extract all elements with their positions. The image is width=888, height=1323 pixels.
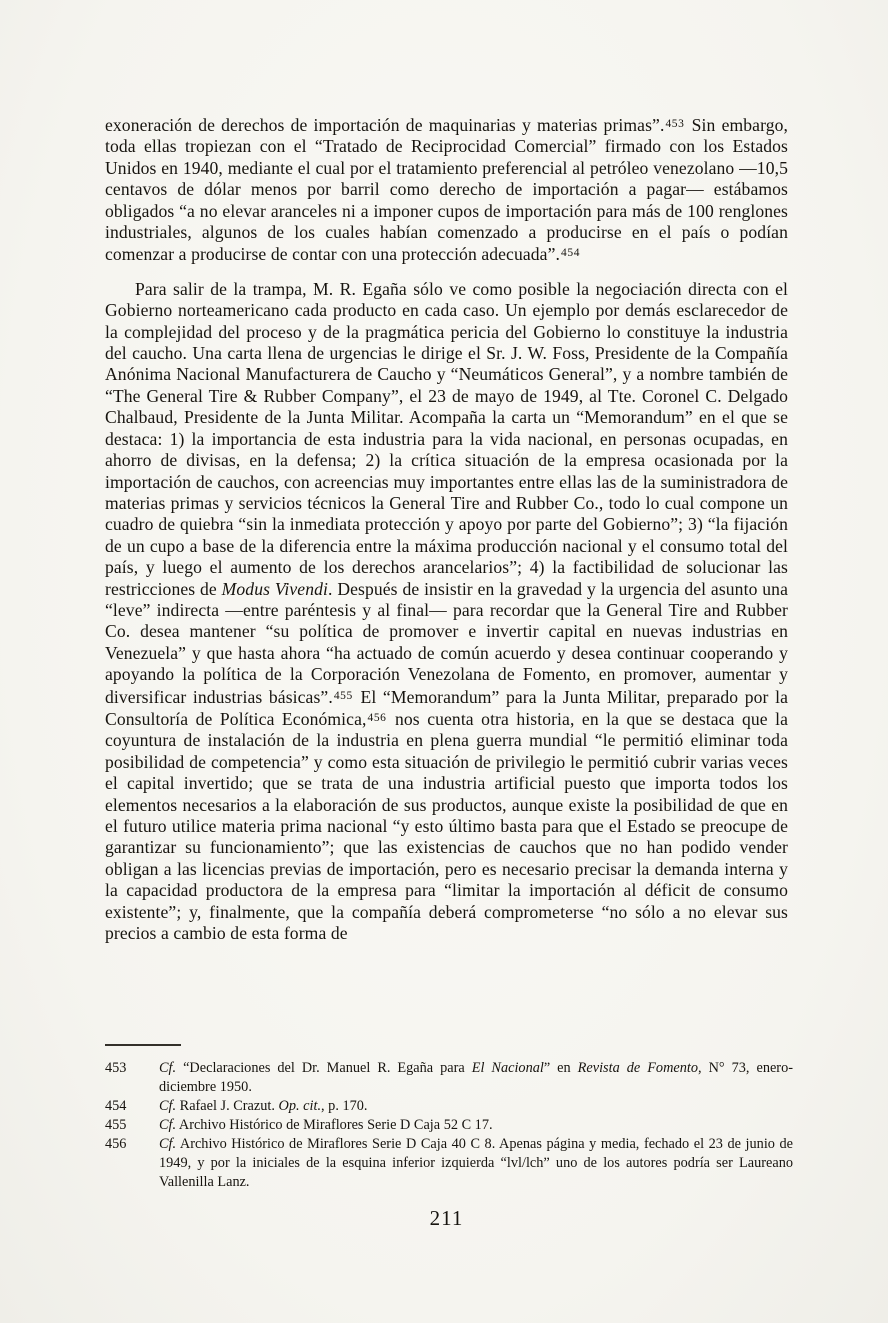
italic-text: Revista de Fomento <box>577 1060 699 1076</box>
page-number: 211 <box>429 1206 464 1230</box>
italic-text: Cf. <box>159 1117 177 1133</box>
text-segment: Rafael J. Crazut. <box>176 1098 279 1114</box>
footnote-number: 453 <box>105 1060 127 1076</box>
text-segment: , p. 170. <box>321 1098 368 1114</box>
text-segment: , N° 73, enero-diciembre 1950. <box>159 1060 793 1095</box>
text-segment: exoneración de derechos de importación de maquinarias y materias primas”. <box>105 115 665 135</box>
text-segment: Sin embargo, toda ellas tropiezan con el “Tratado de Reciprocidad Comercial” firmado con los Estados Unidos en 1940, mediante el cual por el tratamiento preferencial al petróleo venezolano —10,5 centavos de dólar menos por barril como derecho de importación a pagar— estábamos obligados “a no elevar aranceles ni a imponer cupos de importación para más de 100 renglones industriales, algunos de los cuales habían comenzado a producirse en el país o podían comenzar a producirse de contar con una protección adecuada”. <box>105 115 788 265</box>
footnote-ref: 455 <box>333 689 353 702</box>
text-segment: Para salir de la trampa, M. R. Egaña sólo ve como posible la negociación directa con el Gobierno norteamericano cada producto en cada caso. Un ejemplo por demás esclarecedor de la complejidad del proceso y de la pragmática pericia del Gobierno lo constituye la industria del caucho. Una carta llena de urgencias le dirige el Sr. J. W. Foss, Presidente de la Compañía Anónima Nacional Manufacturera de Caucho y “Neumáticos General”, y a nombre también de “The General Tire & Rubber Company”, el 23 de mayo de 1949, al Tte. Coronel C. Delgado Chalbaud, Presidente de la Junta Militar. Acompaña la carta un “Memorandum” en el que se destaca: 1) la importancia de esta industria para la vida nacional, en personas ocupadas, en ahorro de divisas, en la defensa; 2) la crítica situación de la empresa ocasionada por la importación de cauchos, con acreencias muy importantes entre ellas las de la suministradora de materias primas y servicios técnicos la General Tire and Rubber Co., todo lo cual compone un cuadro de quiebra “sin la inmediata protección y apoyo por parte del Gobierno”; 3) “la fijación de un cupo a base de la diferencia entre la máxima producción nacional y el consumo total del país, y luego el aumento de los derechos arancelarios”; 4) la factibilidad de solucionar las restricciones de <box>105 278 788 599</box>
italic-text: Op. cit. <box>278 1098 322 1114</box>
footnote-ref: 453 <box>665 118 685 130</box>
footnote-item <box>105 1135 793 1192</box>
text-segment: Archivo Histórico de Miraflores Serie D Caja 40 C 8. Apenas página y media, fechado el 23 de junio de 1949, y por la iniciales de la esquina inferior izquierda “lvl/lch” uno de los autores podría ser Laureano Vallenilla Lanz. <box>159 1136 793 1190</box>
footnote-text <box>159 1097 793 1116</box>
paragraph <box>105 114 788 266</box>
footnote-number: 455 <box>105 1117 127 1133</box>
italic-text: Cf. <box>159 1098 177 1114</box>
footnote-ref: 454 <box>561 247 581 260</box>
italic-text: Cf. <box>159 1136 177 1152</box>
footnote-number: 456 <box>105 1136 127 1152</box>
footnote-item <box>105 1059 793 1097</box>
italic-text: Modus Vivendi <box>221 578 328 599</box>
text-segment: Archivo Histórico de Miraflores Serie D Caja 52 C 17. <box>176 1117 493 1133</box>
footnote-ref: 456 <box>367 711 387 724</box>
text-segment: nos cuenta otra historia, en la que se destaca que la coyuntura de instalación de la industria en plena guerra mundial “le permitió eliminar toda posibilidad de competencia” y como esta situación de privilegio le permitió cubrir varias veces el capital invertido; que se trata de una industria artificial puesto que importa todos los elementos necesarios a la elaboración de sus productos, aunque existe la posibilidad de que en el futuro utilice materia prima nacional “y esto último basta para que el Estado se preocupe de garantizar su funcionamiento”; que las existencias de cauchos que no han podido vender obligan a las licencias previas de importación, pero es necesario precisar la demanda interna y la capacidad productora de la empresa para “limitar la importación al déficit de consumo existente”; y, finalmente, que la compañía deberá comprometerse “no sólo a no elevar sus precios a cambio de esta forma de <box>105 708 789 944</box>
body-text <box>105 114 788 944</box>
footnote-text <box>159 1135 793 1192</box>
footnote-item <box>105 1116 793 1135</box>
footnotes-section <box>105 1044 793 1192</box>
text-segment: . Después de insistir en la gravedad y la urgencia del asunto una “leve” indirecta —entre paréntesis y al final— para recordar que la General Tire and Rubber Co. desea mantener “su política de promover e invertir capital en nuevas industrias en Venezuela” y que hasta ahora “ha actuado de común acuerdo y desea continuar cooperando y apoyando la política de la Corporación Venezolana de Fomento, en promover, aumentar y diversificar industrias básicas”. <box>105 578 788 707</box>
footnote-separator <box>105 1044 181 1046</box>
footnote-text <box>159 1059 793 1097</box>
footnote-item <box>105 1097 793 1116</box>
text-segment: “Declaraciones del Dr. Manuel R. Egaña para <box>176 1060 472 1076</box>
italic-text: Cf. <box>159 1060 177 1076</box>
footnotes-list <box>105 1059 793 1192</box>
footnote-number: 454 <box>105 1098 127 1114</box>
footnote-text <box>159 1116 793 1135</box>
text-segment: ” en <box>543 1060 578 1076</box>
text-segment: El “Memorandum” para la Junta Militar, preparado por la Consultoría de Política Económica, <box>105 686 788 729</box>
paragraph <box>105 279 788 945</box>
italic-text: El Nacional <box>471 1060 544 1076</box>
